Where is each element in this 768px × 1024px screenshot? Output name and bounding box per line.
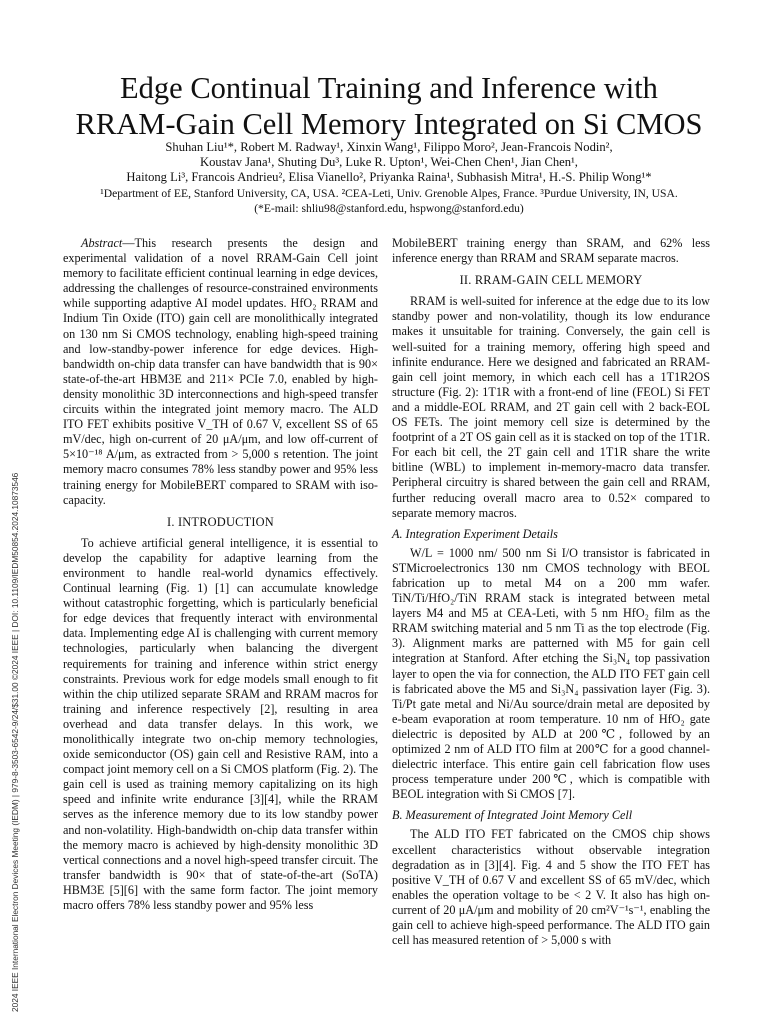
left-column bbox=[63, 236, 378, 913]
authors-line-2: Koustav Jana¹, Shuting Du³, Luke R. Upton¹, Wei-Chen Chen¹, Jian Chen¹, bbox=[200, 155, 578, 170]
abstract-text: —This research presents the design and experimental validation of a novel RRAM-Gain Cell joint memory to facilitate efficient continual learning in edge devices, addressing the challenges of resource-constrained environments while supporting adaptive AI model updates. HfO₂ RRAM and Indium Tin Oxide (ITO) gain cell are monolithically integrated on 130 nm Si CMOS technology, enabling high-speed training and low-standby-power inference for edge devices. High-bandwidth on-chip data transfer can have bandwidth that is 90× state-of-the-art HBM3E and 211× PCIe 7.0, enabled by high-density monolithic 3D interconnections and high-speed transfer circuits within the integrated joint memory macro. The ALD ITO FET exhibits positive V_TH of 0.67 V, excellent SS of 65 mV/dec, high on-current of 20 μA/μm, and low off-current of 5×10⁻¹⁸ A/μm, as extracted from > 5,000 s retention. The joint memory macro consumes 78% less standby power and 95% less training energy for MobileBERT compared to SRAM with iso-capacity. bbox=[63, 236, 378, 507]
measurement-paragraph: The ALD ITO FET fabricated on the CMOS chip shows excellent characteristics without observable integration degradation as in [3][4]. Fig. 4 and 5 show the ITO FET has positive V_TH of 0.67 V and excellent SS of 65 mV/dec, which enables the operation voltage to be < 2 V. It also has high on-current of 20 μA/μm and mobility of 20 cm²V⁻¹s⁻¹, enabling the gain cell to achieve high-speed performance. The ALD ITO gain cell has measured retention of > 5,000 s with bbox=[392, 827, 710, 948]
section2-paragraph: RRAM is well-suited for inference at the edge due to its low standby power and non-volatility, though its low endurance makes it unsuitable for training. Conversely, the gain cell is well-suited for a training memory, offering high speed and infinite endurance. Here we designed and fabricated an RRAM-gain cell joint memory, in which each cell has a 1T1R2OS structure (Fig. 2): 1T1R with a front-end of line (FEOL) Si FET and a middle-EOL RRAM, and 2T gain cell with 2 back-EOL OS FETs. The joint memory cell size is determined by the footprint of a 2T OS gain cell as it is stacked on top of the 1T1R. For each bit cell, the 2T gain cell and 1T1R share the write bitline (WBL) to implement in-memory-macro data transfer. Peripheral circuitry is shared between the gain cell and RRAM, further reducing overall macro area to 0.52× compared to separate memory macros. bbox=[392, 294, 710, 520]
paper-title bbox=[40, 70, 738, 142]
section-heading-introduction: I. INTRODUCTION bbox=[167, 514, 274, 529]
title-line-2: RRAM-Gain Cell Memory Integrated on Si CMOS bbox=[75, 107, 703, 141]
author-block bbox=[40, 140, 738, 216]
abstract-label: Abstract bbox=[81, 236, 123, 250]
integration-paragraph: W/L = 1000 nm/ 500 nm Si I/O transistor is fabricated in STMicroelectronics 130 nm CMOS technology with BEOL fabrication up to metal M4 on a 200 mm wafer. TiN/Ti/HfO₂/TiN RRAM stack is integrated between metal layers M4 and M5 at CEA-Leti, with 5 nm HfO₂ film as the RRAM switching material and 5 nm Ti as the top electrode (Fig. 3). Alignment marks are patterned with M5 for gain cell integration at Stanford. After etching the Si₃N₄ top passivation layer to open the via for connection, the ALD ITO FET gain cell is fabricated above the M5 and Si₃N₄ passivation layer (Fig. 3). Ti/Pt gate metal and Ni/Au source/drain metal are deposited by e-beam evaporation at room temperature. 10 nm of HfO₂ gate dielectric is deposited by ALD at 200℃, followed by an optimized 2 nm of ALD ITO film at 200℃ for a good channel-dielectric interface. This entire gain cell fabrication flow uses process temperature under 200℃, which is compatible with BEOL integration with Si CMOS [7]. bbox=[392, 545, 710, 802]
section-heading-rram-gain-cell: II. RRAM-GAIN CELL MEMORY bbox=[459, 273, 643, 288]
doi-sidebar-text: 2024 IEEE International Electron Devices Meeting (IEDM) | 979-8-3503-6542-9/24/$31.00 ©2024 IEEE | DOI: 10.1109/IEDM50854.2024.10873546 bbox=[10, 472, 20, 1012]
authors-line-1: Shuhan Liu¹*, Robert M. Radway¹, Xinxin Wang¹, Filippo Moro², Jean-Francois Nodin², bbox=[165, 140, 613, 154]
introduction-paragraph: To achieve artificial general intelligence, it is essential to develop the capability for adaptive learning from the environment to handle real-world dynamics effectively. Continual learning (Fig. 1) [1] can accumulate knowledge without catastrophic forgetting, which is particularly beneficial for edge devices that frequently interact with environmental data. Implementing edge AI is challenging with current memory technologies, particularly when balancing the divergent requirements for training and inference within strict energy constraints. Previous work for edge models small enough to fit within the chip utilized separate SRAM and RRAM macros for training and inference respectively [2], resulting in area overhead and data transfer delays. In this work, we monolithically integrate two on-chip memory technologies, oxide semiconductor (OS) gain cell and Resistive RAM, into a compact joint memory cell on a Si CMOS platform (Fig. 2). The gain cell is used as training memory capitalizing on its high speed and infinite write endurance [3][4], while the RRAM serves as the inference memory due to its low standby power and non-volatility. High-bandwidth on-chip data transfer within the memory macro is achieved by high-density monolithic 3D vertical connections and a novel high-speed transfer circuit. The transfer bandwidth is 90× that of state-of-the-art (SoTA) HBM3E [5][6] with the same form factor. The joint memory macro offers 78% less standby power and 95% less bbox=[63, 535, 378, 913]
subsection-heading-measurement: B. Measurement of Integrated Joint Memory Cell bbox=[392, 808, 633, 823]
right-column bbox=[392, 236, 710, 948]
introduction-continuation: MobileBERT training energy than SRAM, and 62% less inference energy than RRAM and SRAM separate macros. bbox=[392, 236, 710, 266]
affiliations: ¹Department of EE, Stanford University, CA, USA. ²CEA-Leti, Univ. Grenoble Alpes, France. ³Purdue University, IN, USA. bbox=[100, 186, 678, 200]
subsection-heading-integration: A. Integration Experiment Details bbox=[392, 526, 558, 541]
abstract bbox=[63, 236, 378, 508]
authors-line-3: Haitong Li³, Francois Andrieu², Elisa Vianello², Priyanka Raina¹, Subhasish Mitra¹, H.-S. Philip Wong¹* bbox=[126, 170, 652, 185]
title-line-1: Edge Continual Training and Inference with bbox=[120, 71, 658, 105]
contact-email: (*E-mail: shliu98@stanford.edu, hspwong@stanford.edu) bbox=[254, 201, 524, 215]
